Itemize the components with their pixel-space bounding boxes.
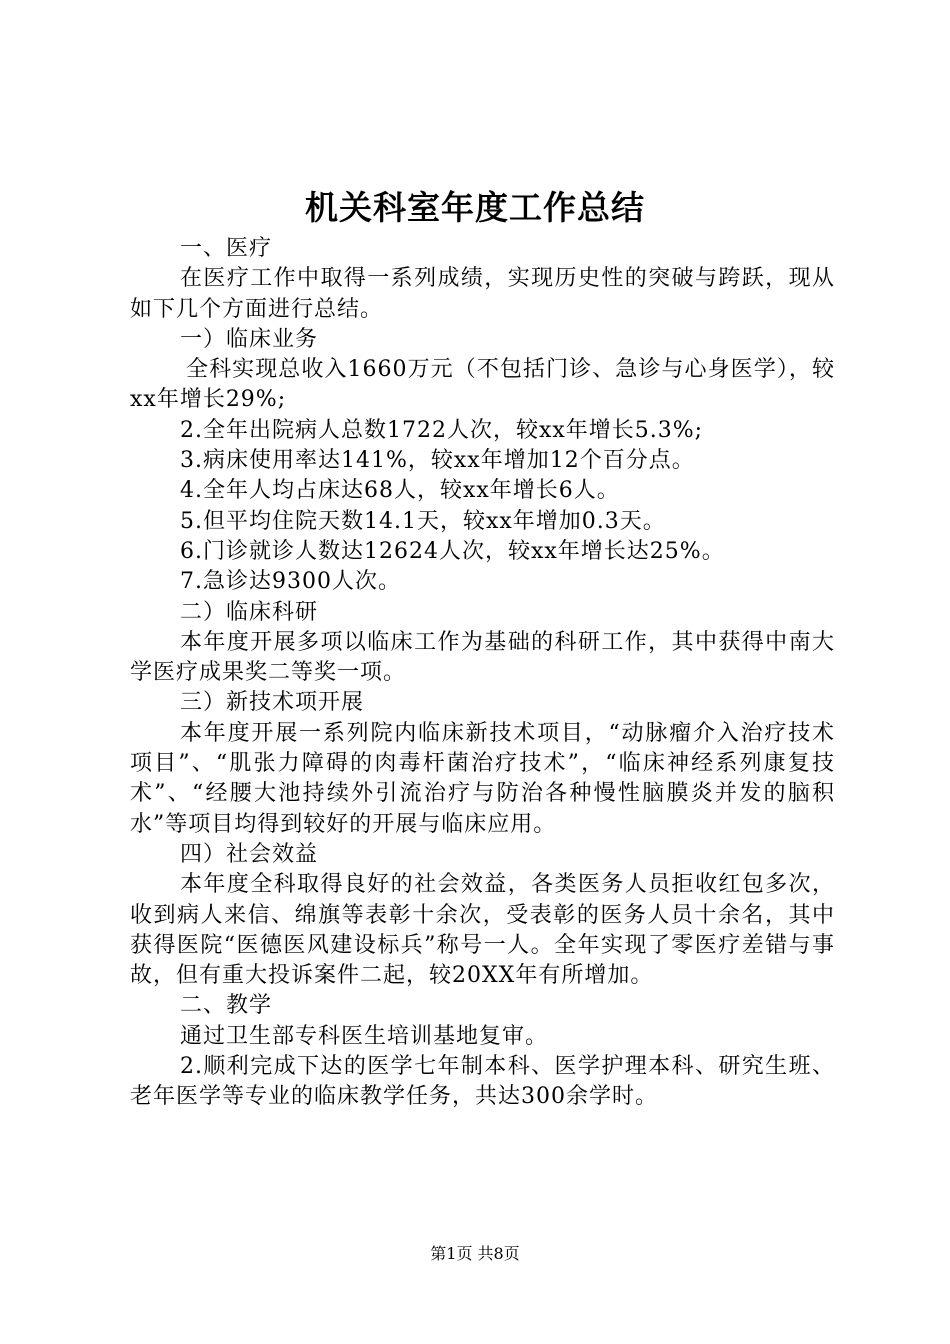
page-number-footer: 第1页 共8页 <box>430 1244 520 1263</box>
paragraph-research: 本年度开展多项以临床工作为基础的科研工作，其中获得中南大学医疗成果奖二等奖一项。 <box>130 629 835 686</box>
section-heading-teaching: 二、教学 <box>180 993 273 1019</box>
paragraph-base-review: 通过卫生部专科医生培训基地复审。 <box>180 1023 549 1049</box>
paragraph-new-technology: 本年度开展一系列院内临床新技术项目，“动脉瘤介入治疗技术项目”、“肌张力障碍的肉毒杆菌治疗技术”，“临床神经系列康复技术”、“经腰大池持续外引流治疗与防治各种慢性脑膜炎并发的脑积水”等项目均得到较好的开展与临床应用。 <box>130 720 835 837</box>
list-item-average-stay: 5.但平均住院天数14.1天，较xx年增加0.3天。 <box>180 508 666 534</box>
list-item-outpatient-visits: 6.门诊就诊人数达12624人次，较xx年增长达25%。 <box>180 538 725 564</box>
subsection-heading-clinical-research: 二）临床科研 <box>180 599 319 625</box>
subsection-heading-social-benefit: 四）社会效益 <box>180 841 319 867</box>
list-item-discharged-patients: 2.全年出院病人总数1722人次，较xx年增长5.3%; <box>180 417 704 443</box>
paragraph-intro: 在医疗工作中取得一系列成绩，实现历史性的突破与跨跃，现从如下几个方面进行总结。 <box>130 266 835 322</box>
document-body <box>130 234 835 1113</box>
document-title: 机关科室年度工作总结 <box>305 188 645 227</box>
list-item-teaching-tasks: 2.顺利完成下达的医学七年制本科、医学护理本科、研究生班、老年医学等专业的临床教学任务，共达300余学时。 <box>130 1054 835 1110</box>
paragraph-social-benefit: 本年度全科取得良好的社会效益，各类医务人员拒收红包多次，收到病人来信、绵旗等表彰十余次，受表彰的医务人员十余名，其中获得医院“医德医风建设标兵”称号一人。全年实现了零医疗差错与事故，但有重大投诉案件二起，较20XX年有所增加。 <box>130 872 835 989</box>
list-item-emergency-visits: 7.急诊达9300人次。 <box>180 569 401 595</box>
list-item-bed-occupancy: 4.全年人均占床达68人，较xx年增长6人。 <box>180 478 620 504</box>
subsection-heading-clinical-business: 一）临床业务 <box>180 326 319 352</box>
section-heading-medical: 一、医疗 <box>180 236 273 261</box>
paragraph-total-income: 全科实现总收入1660万元（不包括门诊、急诊与心身医学），较xx年增长29%; <box>130 357 835 413</box>
subsection-heading-new-technology: 三）新技术项开展 <box>180 690 365 716</box>
list-item-bed-usage: 3.病床使用率达141%，较xx年增加12个百分点。 <box>180 448 695 474</box>
